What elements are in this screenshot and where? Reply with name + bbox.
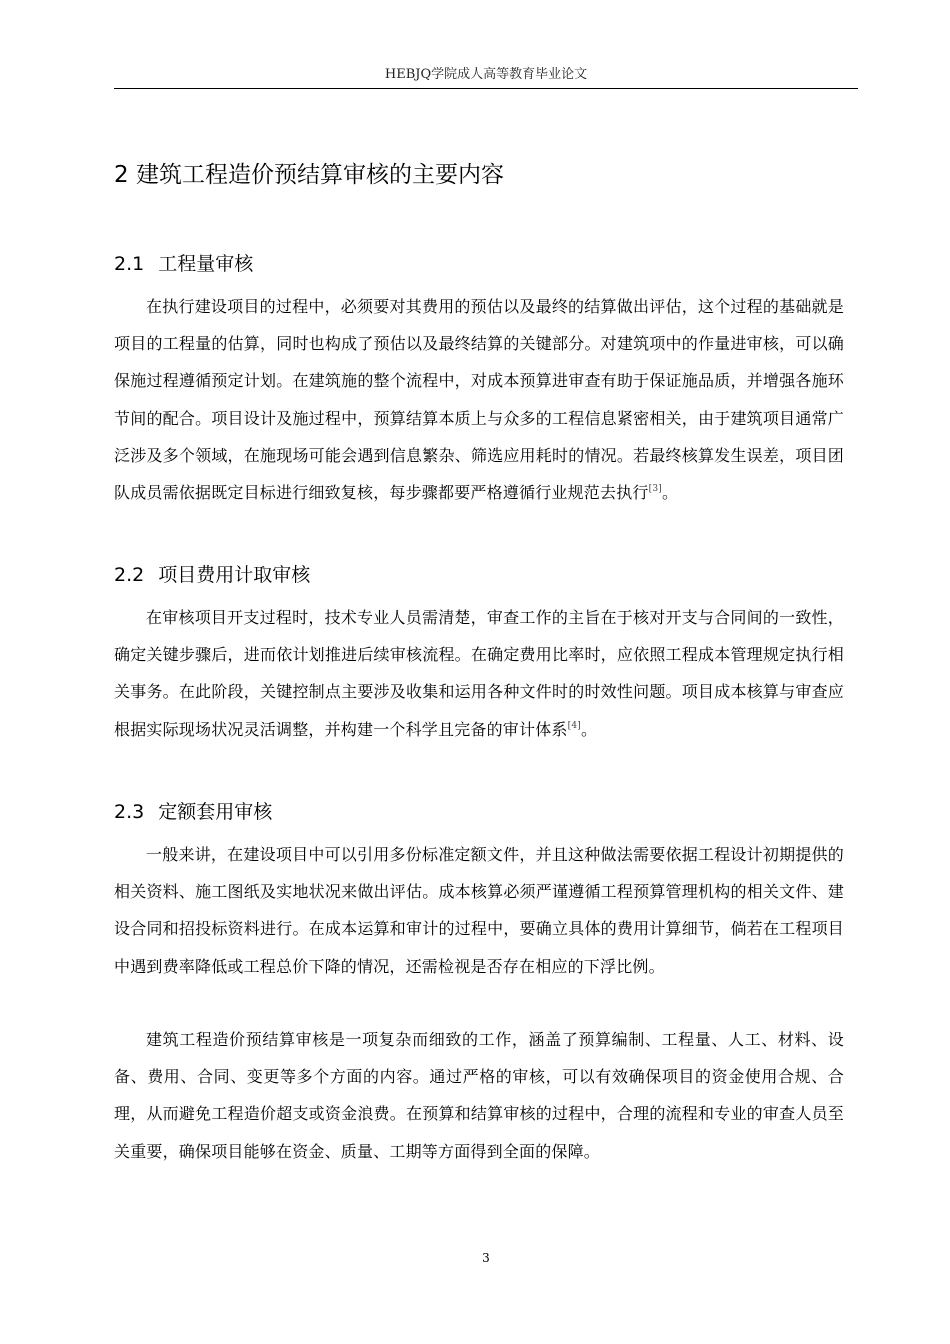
section-heading-2-2: [114, 561, 310, 589]
header-rule: [114, 88, 858, 89]
section-title-text: 定额套用审核: [158, 801, 273, 823]
section-title-text: 项目费用计取审核: [158, 564, 311, 586]
section-heading-2-3: [114, 798, 272, 826]
paragraph-end: 。: [661, 483, 679, 503]
citation: [4]: [567, 720, 581, 731]
section-number: 2.1: [114, 253, 145, 275]
section-2-2-paragraph: [114, 599, 844, 748]
chapter-title: 2 建筑工程造价预结算审核的主要内容: [114, 162, 504, 188]
page-number: 3: [482, 1251, 490, 1265]
paragraph-text: 在审核项目开支过程时，技术专业人员需清楚，审查工作的主旨在于核对开支与合同间的一致性，确定关键步骤后，进而依计划推进后续审核流程。在确定费用比率时，应依照工程成本管理规定执行相关事务。在此阶段，关键控制点主要涉及收集和运用各种文件时的时效性问题。项目成本核算与审查应根据实际现场状况灵活调整，并构建一个科学且完备的审计体系: [114, 608, 844, 739]
section-2-3-paragraph: [114, 836, 844, 985]
section-2-1-paragraph: [114, 288, 844, 511]
paragraph-text: 一般来讲，在建设项目中可以引用多份标准定额文件，并且这种做法需要依据工程设计初期提供的相关资料、施工图纸及实地状况来做出评估。成本核算必须严谨遵循工程预算管理机构的相关文件、建设合同和招投标资料进行。在成本运算和审计的过程中，要确立具体的费用计算细节，倘若在工程项目中遇到费率降低或工程总价下降的情况，还需检视是否存在相应的下浮比例。: [114, 845, 844, 976]
running-header: HEBJQ学院成人高等教育毕业论文: [384, 67, 588, 82]
closing-paragraph: 建筑工程造价预结算审核是一项复杂而细致的工作，涵盖了预算编制、工程量、人工、材料、设备、费用、合同、变更等多个方面的内容。通过严格的审核，可以有效确保项目的资金使用合规、合理，从而避免工程造价超支或资金浪费。在预算和结算审核的过程中，合理的流程和专业的审查人员至关重要，确保项目能够在资金、质量、工期等方面得到全面的保障。: [114, 1030, 844, 1161]
section-number: 2.3: [114, 801, 145, 823]
section-heading-2-1: [114, 250, 253, 278]
paragraph-text: 在执行建设项目的过程中，必须要对其费用的预估以及最终的结算做出评估，这个过程的基础就是项目的工程量的估算，同时也构成了预估以及最终结算的关键部分。对建筑项中的作量进审核，可以确保施过程遵循预定计划。在建筑施的整个流程中，对成本预算进审查有助于保证施品质，并增强各施环节间的配合。项目设计及施过程中，预算结算本质上与众多的工程信息紧密相关，由于建筑项目通常广泛涉及多个领域，在施现场可能会遇到信息繁杂、筛选应用耗时的情况。若最终核算发生误差，项目团队成员需依据既定目标进行细致复核，每步骤都要严格遵循行业规范去执行: [114, 297, 844, 503]
citation: [3]: [648, 484, 662, 495]
section-number: 2.2: [114, 564, 145, 586]
section-title-text: 工程量审核: [158, 253, 254, 275]
paragraph-end: 。: [580, 719, 598, 739]
